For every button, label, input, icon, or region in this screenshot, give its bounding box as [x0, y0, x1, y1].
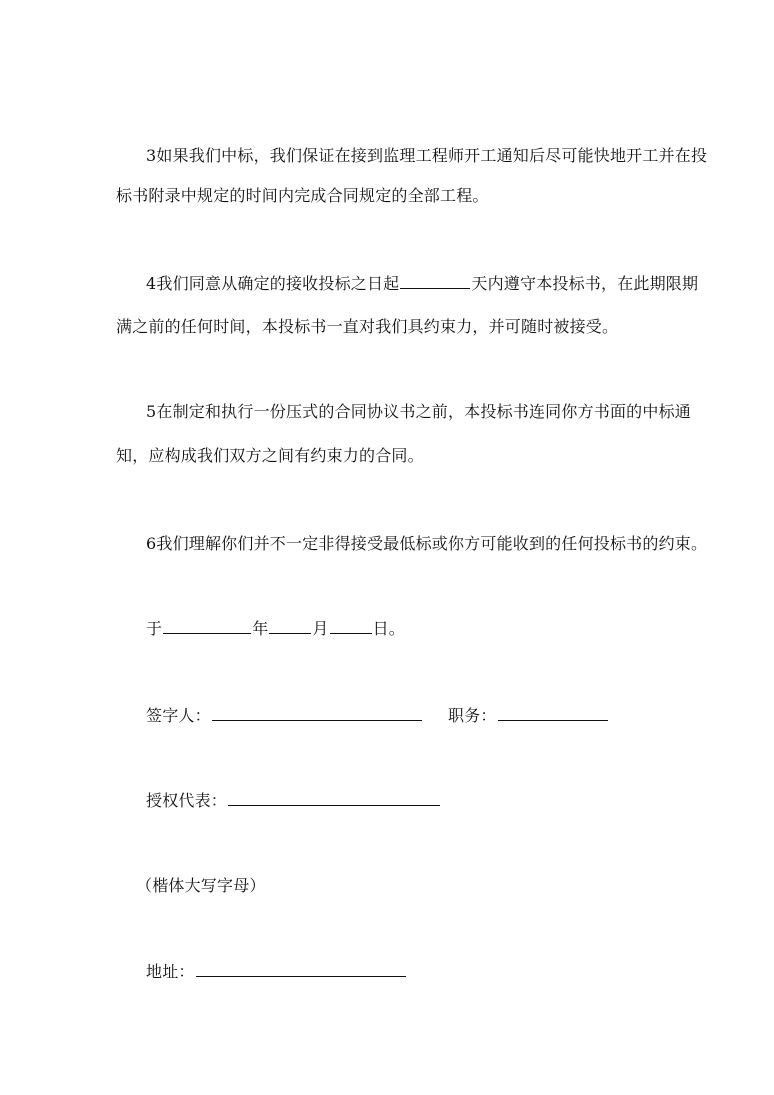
address-line [146, 960, 407, 983]
address-blank[interactable] [196, 960, 406, 977]
position-line [448, 704, 609, 727]
signer-label: 签字人： [146, 706, 211, 725]
year-blank[interactable] [163, 617, 251, 634]
clause-3-line-2: 标书附录中规定的时间内完成合同规定的全部工程。 [116, 186, 489, 205]
validity-days-blank[interactable] [400, 272, 470, 289]
date-prefix: 于 [146, 619, 163, 638]
clause-3-line-1: 3如果我们中标，我们保证在接到监理工程师开工通知后尽可能快地开工并在投 [146, 146, 708, 165]
address-label: 地址： [146, 962, 195, 981]
month-blank[interactable] [269, 617, 311, 634]
day-blank[interactable] [330, 617, 372, 634]
clause-4-text-after: 天内遵守本投标书，在此期限期 [471, 274, 699, 293]
clause-5-line-1: 5在制定和执行一份压式的合同协议书之前，本投标书连同你方书面的中标通 [146, 402, 691, 421]
year-label: 年 [252, 619, 269, 638]
representative-line [146, 789, 441, 812]
signer-blank[interactable] [212, 704, 422, 721]
day-label: 日。 [372, 619, 406, 638]
clause-6-line-1: 6我们理解你们并不一定非得接受最低标或你方可能收到的任何投标书的约束。 [146, 534, 708, 553]
representative-blank[interactable] [228, 789, 440, 806]
representative-label: 授权代表： [146, 791, 228, 810]
position-label: 职务： [448, 706, 497, 725]
clause-4-text-before: 4我们同意从确定的接收投标之日起 [146, 274, 400, 293]
signer-line [146, 704, 423, 727]
month-label: 月 [312, 619, 329, 638]
block-letters-note: （楷体大写字母） [136, 876, 266, 895]
position-blank[interactable] [498, 704, 608, 721]
clause-4-line-1 [146, 272, 698, 295]
clause-4-line-2: 满之前的任何时间，本投标书一直对我们具约束力，并可随时被接受。 [116, 317, 619, 336]
date-line [146, 617, 405, 640]
clause-5-line-2: 知，应构成我们双方之间有约束力的合同。 [116, 446, 424, 465]
